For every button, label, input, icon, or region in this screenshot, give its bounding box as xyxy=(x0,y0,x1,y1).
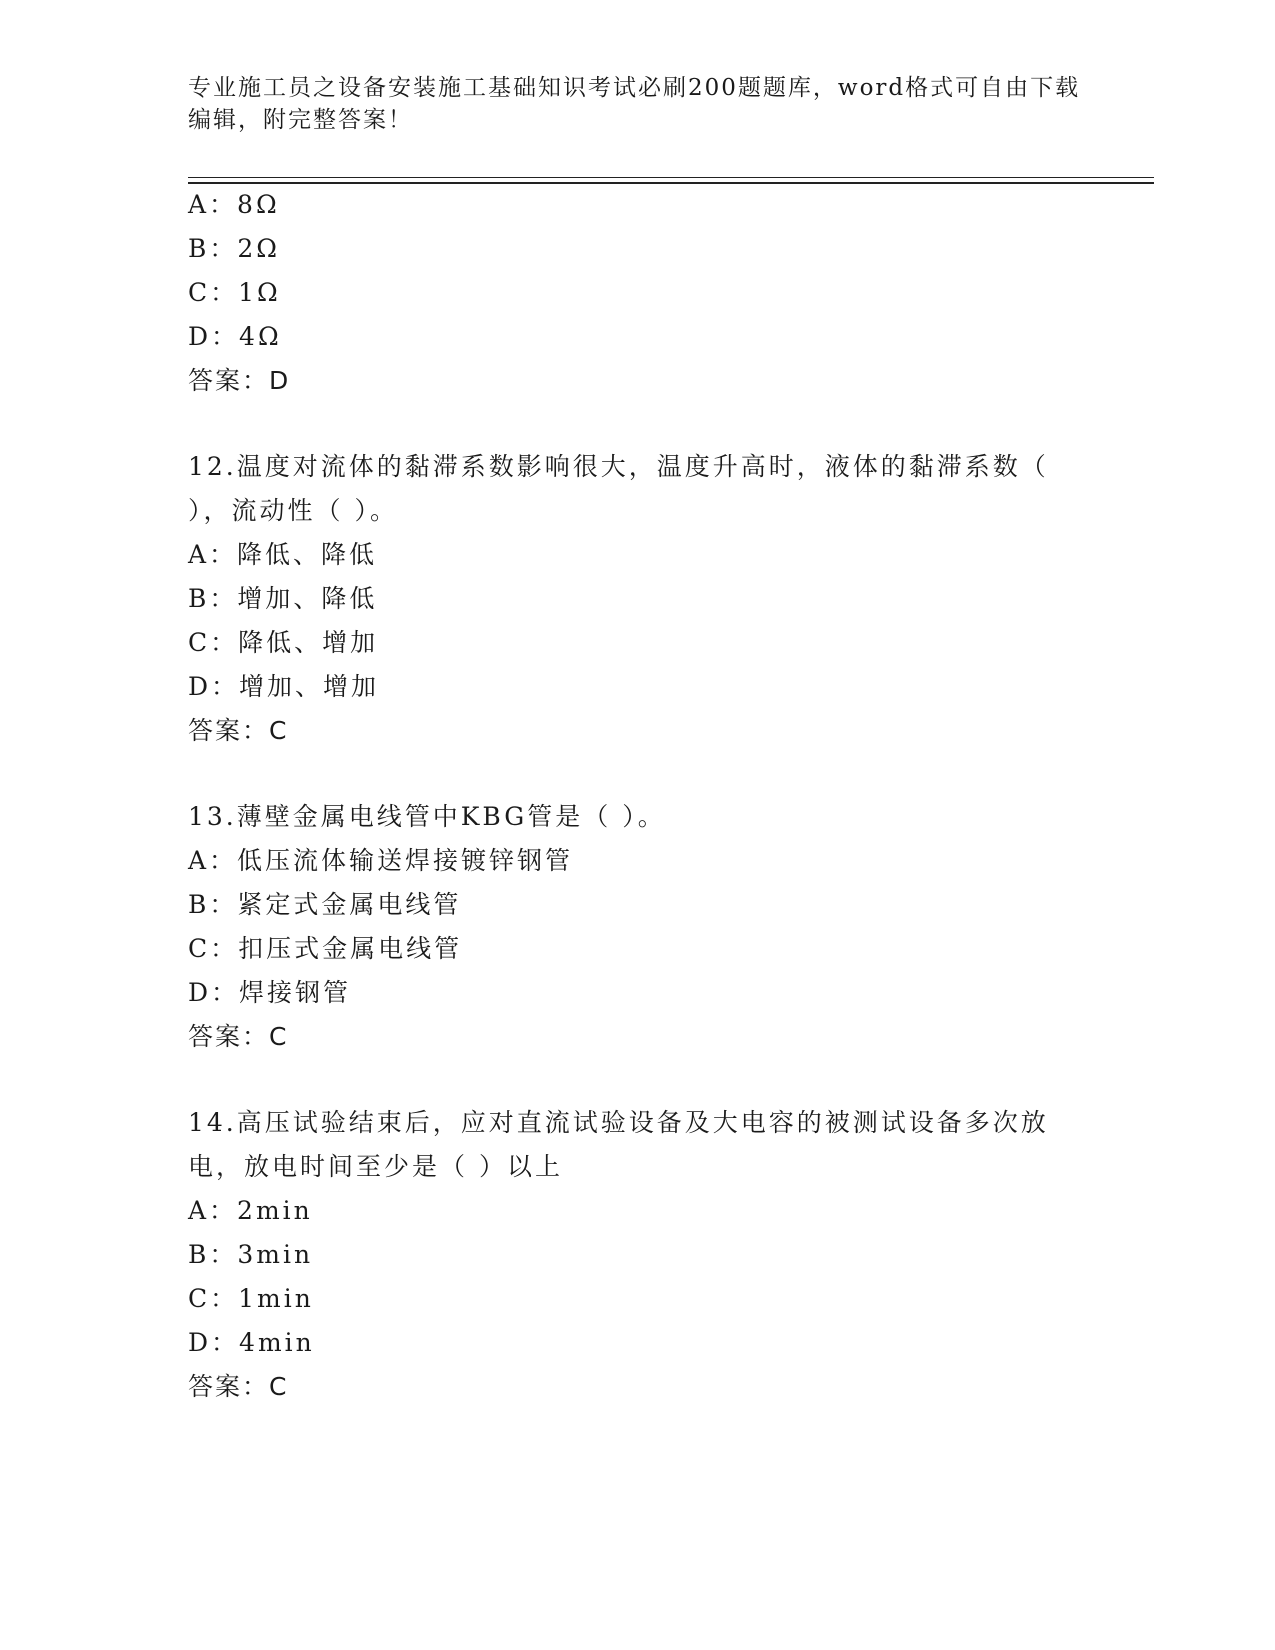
q14-option-b: B：3min xyxy=(188,1240,314,1269)
header-line-1: 专业施工员之设备安装施工基础知识考试必刷200题题库，word格式可自由下载 xyxy=(188,75,1081,101)
q13-option-a: A：低压流体输送焊接镀锌钢管 xyxy=(188,846,574,875)
q12-option-d: D：增加、增加 xyxy=(188,672,380,701)
q13-stem-line-1: 13.薄壁金属电线管中KBG管是（ ）。 xyxy=(188,802,666,831)
q12-answer: 答案：C xyxy=(188,716,289,745)
q12-option-c: C：降低、增加 xyxy=(188,628,379,657)
q11-option-b: B：2Ω xyxy=(188,234,281,263)
q12-stem-line-2: ），流动性（ ）。 xyxy=(188,496,398,525)
q12-stem-line-1: 12.温度对流体的黏滞系数影响很大，温度升高时，液体的黏滞系数（ xyxy=(188,452,1049,481)
q11-option-c: C：1Ω xyxy=(188,278,281,307)
q14-stem-line-1: 14.高压试验结束后，应对直流试验设备及大电容的被测试设备多次放 xyxy=(188,1108,1049,1137)
q14-option-d: D：4min xyxy=(188,1328,315,1357)
header-line-2: 编辑，附完整答案！ xyxy=(188,107,413,133)
q12-option-a: A：降低、降低 xyxy=(188,540,378,569)
q13-option-c: C：扣压式金属电线管 xyxy=(188,934,463,963)
header-rule-thin xyxy=(188,177,1154,178)
document-header xyxy=(188,72,1088,136)
q13-answer: 答案：C xyxy=(188,1022,289,1051)
q12-option-b: B：增加、降低 xyxy=(188,584,378,613)
q14-option-c: C：1min xyxy=(188,1284,314,1313)
q13-option-d: D：焊接钢管 xyxy=(188,978,352,1007)
q14-answer: 答案：C xyxy=(188,1372,289,1401)
q11-answer: 答案：D xyxy=(188,366,291,395)
q11-option-d: D：4Ω xyxy=(188,322,282,351)
header-rule-thick xyxy=(188,182,1154,184)
q14-option-a: A：2min xyxy=(188,1196,313,1225)
q14-stem-line-2: 电，放电时间至少是（ ）以上 xyxy=(188,1152,563,1181)
q11-option-a: A：8Ω xyxy=(188,190,280,219)
q13-option-b: B：紧定式金属电线管 xyxy=(188,890,462,919)
